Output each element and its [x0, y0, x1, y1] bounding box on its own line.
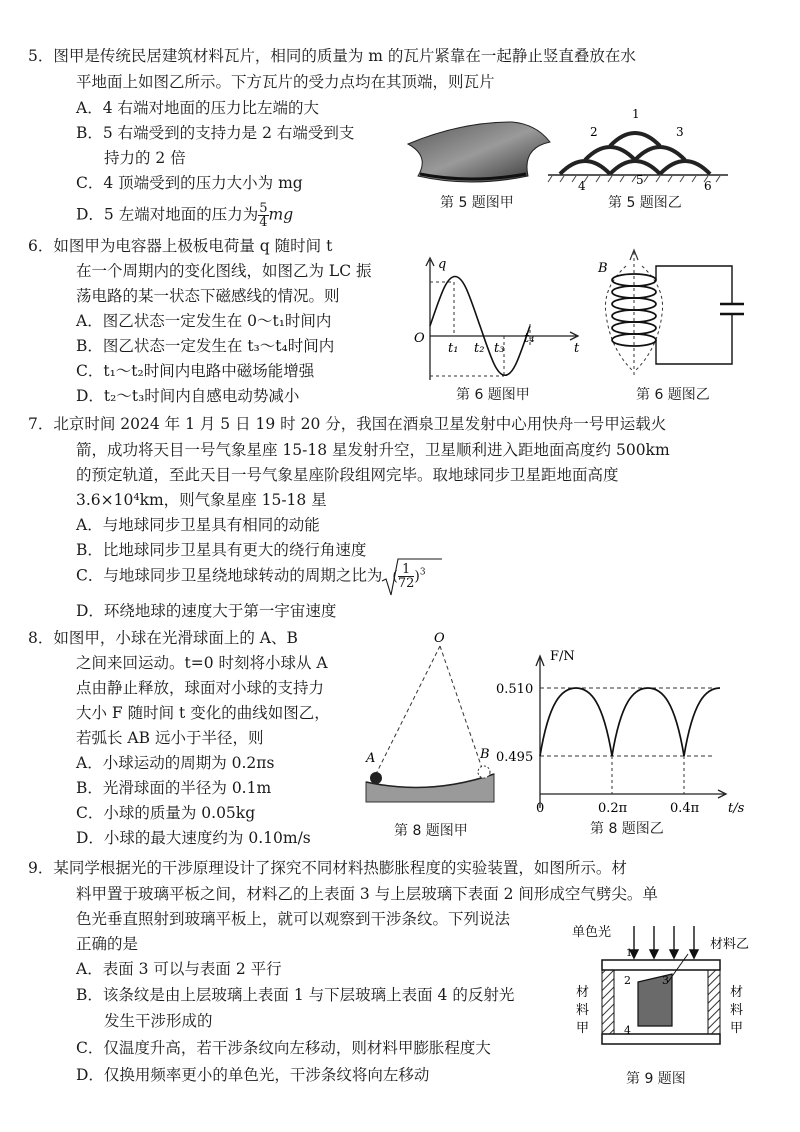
- q5-option-b-line2: 持力的 2 倍: [104, 149, 186, 167]
- q5-frac-den: 4: [259, 215, 268, 230]
- q8-x-label: t/s: [728, 801, 745, 816]
- q8-option-a: A．小球运动的周期为 0.2πs: [76, 754, 275, 772]
- q8-y-tick-1: 0.495: [496, 750, 534, 765]
- q5-option-b-line1: B．5 右端受到的支持力是 2 右端受到支: [76, 124, 355, 142]
- q9-figure-apparatus: [568, 922, 778, 1068]
- q9-surface-1: 1: [626, 948, 633, 959]
- q9-option-a: A．表面 3 可以与表面 2 平行: [76, 960, 282, 978]
- q8-stem-line3: 点由静止释放，球面对小球的支持力: [76, 679, 325, 697]
- q9-surface-3: 3: [662, 974, 669, 987]
- q8-y-tick-0: 0.510: [496, 682, 534, 697]
- q9-stem-line4: 正确的是: [76, 935, 139, 953]
- q6-stem-line3: 荡电路的某一状态下磁感线的情况。则: [76, 287, 340, 305]
- q5-caption-b: 第 5 题图乙: [608, 195, 682, 211]
- q5-tile-label-5: 5: [636, 173, 644, 187]
- q5-tile-label-3: 3: [676, 125, 684, 139]
- q6-option-b: B．图乙状态一定发生在 t₃～t₄时间内: [76, 337, 335, 355]
- q9-stem-line3: 色光垂直照射到玻璃平板上，就可以观察到干涉条纹。下列说法: [76, 910, 511, 928]
- q5-option-d-fraction: [258, 202, 268, 229]
- q6-origin: O: [414, 331, 425, 346]
- q7-option-d: D．环绕地球的速度大于第一宇宙速度: [76, 602, 337, 620]
- q6-stem-line2: 在一个周期内的变化图线，如图乙为 LC 振: [76, 262, 372, 280]
- q9-label-material-b: 材料乙: [710, 937, 750, 952]
- q5-option-d: [76, 202, 293, 229]
- q8-point-b: B: [480, 747, 490, 762]
- q6-tick-t4: t₄: [524, 331, 535, 346]
- q9-mat-a-left-1: 材: [576, 985, 590, 1000]
- q6-coil-label-b: B: [598, 261, 608, 276]
- q8-figure-b-chart: [494, 644, 770, 820]
- q6-option-c: C．t₁～t₂时间内电路中磁场能增强: [76, 362, 315, 380]
- q9-mat-a-left-3: 甲: [576, 1021, 590, 1036]
- q9-option-d: D．仅换用频率更小的单色光，干涉条纹将向左移动: [76, 1066, 430, 1084]
- q5-stem-line1: 5．图甲是传统民居建筑材料瓦片，相同的质量为 m 的瓦片紧靠在一起静止竖直叠放在水: [28, 47, 636, 65]
- q6-axis-t: t: [574, 341, 580, 356]
- q8-point-o: O: [434, 631, 445, 646]
- q9-stem-line2: 料甲置于玻璃平板之间，材料乙的上表面 3 与上层玻璃下表面 2 间形成空气劈尖。单: [76, 885, 658, 903]
- q8-stem-line4: 大小 F 随时间 t 变化的曲线如图乙，: [76, 704, 330, 722]
- q9-caption: 第 9 题图: [626, 1071, 686, 1087]
- q9-surface-4: 4: [624, 1024, 631, 1037]
- q9-option-b-line2: 发生干涉形成的: [104, 1012, 213, 1030]
- q9-mat-a-right-3: 甲: [730, 1021, 744, 1036]
- q5-tile-label-4: 4: [578, 179, 586, 193]
- q7-stem-line4: 3.6×10⁴km，则气象星座 15-18 星: [76, 491, 327, 509]
- q8-option-b: B．光滑球面的半径为 0.1m: [76, 779, 272, 797]
- q8-option-c: C．小球的质量为 0.05kg: [76, 804, 256, 822]
- q8-y-label: F/N: [550, 649, 575, 664]
- q7-stem-line1: 7．北京时间 2024 年 1 月 5 日 19 时 20 分，我国在酒泉卫星发射中心用快舟一号甲运载火: [28, 415, 667, 433]
- q5-option-d-text: D．5 左端对地面的压力为: [76, 205, 259, 224]
- q8-series-line: [540, 688, 720, 756]
- q9-surface-2: 2: [624, 974, 631, 987]
- q5-figure-b-stack: [548, 106, 738, 192]
- q7-frac-den: 72: [397, 576, 415, 591]
- q7-stem-line2: 箭，成功将天目一号气象星座 15-18 星发射升空，卫星顺利进入距地面高度约 500km: [76, 441, 670, 459]
- q8-x-tick-2: 0.4π: [670, 801, 700, 816]
- q7-option-c: [76, 563, 426, 590]
- q8-stem-line5: 若弧长 AB 远小于半径，则: [76, 729, 264, 747]
- q5-tile-label-6: 6: [704, 179, 712, 193]
- q8-x-tick-0: 0: [536, 801, 545, 816]
- q9-mat-a-right-1: 材: [730, 985, 744, 1000]
- q6-caption-b: 第 6 题图乙: [636, 387, 710, 403]
- q5-figure-a-tile: [400, 118, 560, 190]
- q8-x-tick-1: 0.2π: [598, 801, 628, 816]
- q6-stem-line1: 6．如图甲为电容器上极板电荷量 q 随时间 t: [28, 237, 333, 255]
- q7-option-c-text: C．与地球同步卫星绕地球转动的周期之比为: [76, 566, 383, 585]
- q7-frac-num: 1: [398, 563, 415, 577]
- q8-option-d: D．小球的最大速度约为 0.10m/s: [76, 829, 311, 847]
- q6-tick-t1: t₁: [448, 341, 459, 356]
- q7-option-b: B．比地球同步卫星具有更大的绕行角速度: [76, 541, 367, 559]
- q8-figure-a-bowl: [360, 622, 500, 806]
- q8-caption-b: 第 8 题图乙: [590, 821, 664, 837]
- q8-stem-line1: 8．如图甲，小球在光滑球面上的 A、B: [28, 629, 298, 647]
- q6-tick-t3: t₃: [494, 341, 505, 356]
- q5-option-d-unit: mg: [268, 205, 294, 224]
- q6-caption-a: 第 6 题图甲: [456, 387, 530, 403]
- q6-axis-q: q: [438, 257, 447, 272]
- q5-caption-a: 第 5 题图甲: [440, 195, 514, 211]
- q5-option-c: C．4 顶端受到的压力大小为 mg: [76, 174, 303, 192]
- q9-option-b-line1: B．该条纹是由上层玻璃上表面 1 与下层玻璃上表面 4 的反射光: [76, 986, 515, 1004]
- q9-option-c: C．仅温度升高，若干涉条纹向左移动，则材料甲膨胀程度大: [76, 1039, 491, 1057]
- q6-option-d: D．t₂～t₃时间内自感电动势减小: [76, 387, 300, 405]
- q7-stem-line3: 的预定轨道，至此天目一号气象星座阶段组网完毕。取地球同步卫星距地面高度: [76, 466, 619, 484]
- q5-option-a: A．4 右端对地面的压力比左端的大: [76, 99, 319, 117]
- q9-mat-a-left-2: 料: [576, 1003, 590, 1018]
- q7-option-a: A．与地球同步卫星具有相同的动能: [76, 516, 320, 534]
- q8-point-a: A: [366, 751, 376, 766]
- q7-option-c-sqrt: ( $\frac{1}{72}$ )$^3$: [382, 563, 425, 590]
- q5-stem-line2: 平地面上如图乙所示。下方瓦片的受力点均在其顶端，则瓦片: [76, 73, 495, 91]
- q6-figure-a-graph: [408, 254, 588, 382]
- q9-stem-line1: 9．某同学根据光的干涉原理设计了探究不同材料热膨胀程度的实验装置，如图所示。材: [28, 859, 627, 877]
- q5-tile-label-1: 1: [632, 107, 640, 121]
- q6-option-a: A．图乙状态一定发生在 0～t₁时间内: [76, 312, 332, 330]
- q5-tile-label-2: 2: [590, 125, 598, 139]
- q6-tick-t2: t₂: [474, 341, 485, 356]
- q8-caption-a: 第 8 题图甲: [394, 823, 468, 839]
- q9-label-light: 单色光: [572, 925, 612, 940]
- q8-stem-line2: 之间来回运动。t=0 时刻将小球从 A: [76, 654, 328, 672]
- q9-mat-a-right-2: 料: [730, 1003, 744, 1018]
- q5-frac-num: 5: [259, 201, 268, 216]
- q6-figure-b-coil: [592, 248, 752, 382]
